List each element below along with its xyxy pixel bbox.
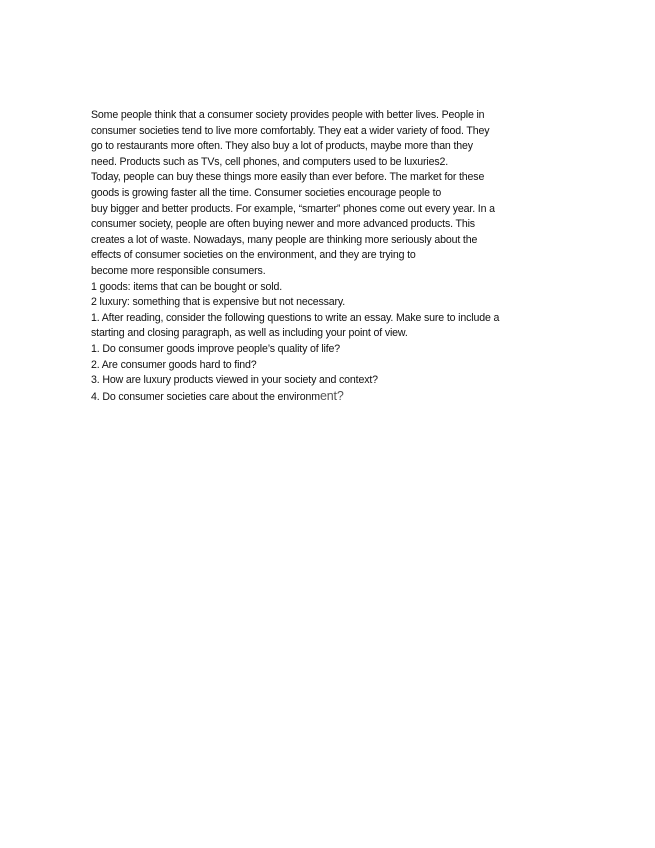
passage-line: consumer society, people are often buying newer and more advanced products. This	[91, 218, 475, 231]
question-3: 3. How are luxury products viewed in your society and context?	[91, 374, 378, 387]
passage-line: goods is growing faster all the time. Consumer societies encourage people to	[91, 186, 442, 199]
question-4	[91, 389, 571, 405]
question-4-main: 4. Do consumer societies care about the environm	[91, 390, 320, 403]
passage-line: Some people think that a consumer society provides people with better lives. People in	[91, 109, 485, 121]
passage-line: effects of consumer societies on the environment, and they are trying to	[91, 249, 416, 262]
question-4-tail: ent?	[319, 388, 344, 403]
question-1: 1. Do consumer goods improve people’s quality of life?	[91, 342, 341, 355]
document-body	[91, 108, 571, 404]
instruction-line: 1. After reading, consider the following questions to write an essay. Make sure to include a	[91, 311, 500, 324]
passage-line: need. Products such as TVs, cell phones, and computers used to be luxuries2.	[91, 155, 449, 168]
footnote-goods: 1 goods: items that can be bought or sold.	[91, 280, 282, 293]
passage-line: become more responsible consumers.	[91, 264, 266, 277]
passage-line: consumer societies tend to live more comfortably. They eat a wider variety of food. They	[91, 124, 490, 137]
footnote-luxury: 2 luxury: something that is expensive but not necessary.	[91, 296, 346, 309]
passage-line: buy bigger and better products. For example, “smarter” phones come out every year. In a	[91, 202, 495, 215]
instruction-line: starting and closing paragraph, as well as including your point of view.	[91, 327, 408, 340]
passage-line: creates a lot of waste. Nowadays, many people are thinking more seriously about the	[91, 233, 478, 246]
passage-line: Today, people can buy these things more easily than ever before. The market for these	[91, 171, 485, 184]
passage-line: go to restaurants more often. They also buy a lot of products, maybe more than they	[91, 140, 473, 153]
question-2: 2. Are consumer goods hard to find?	[91, 358, 257, 371]
